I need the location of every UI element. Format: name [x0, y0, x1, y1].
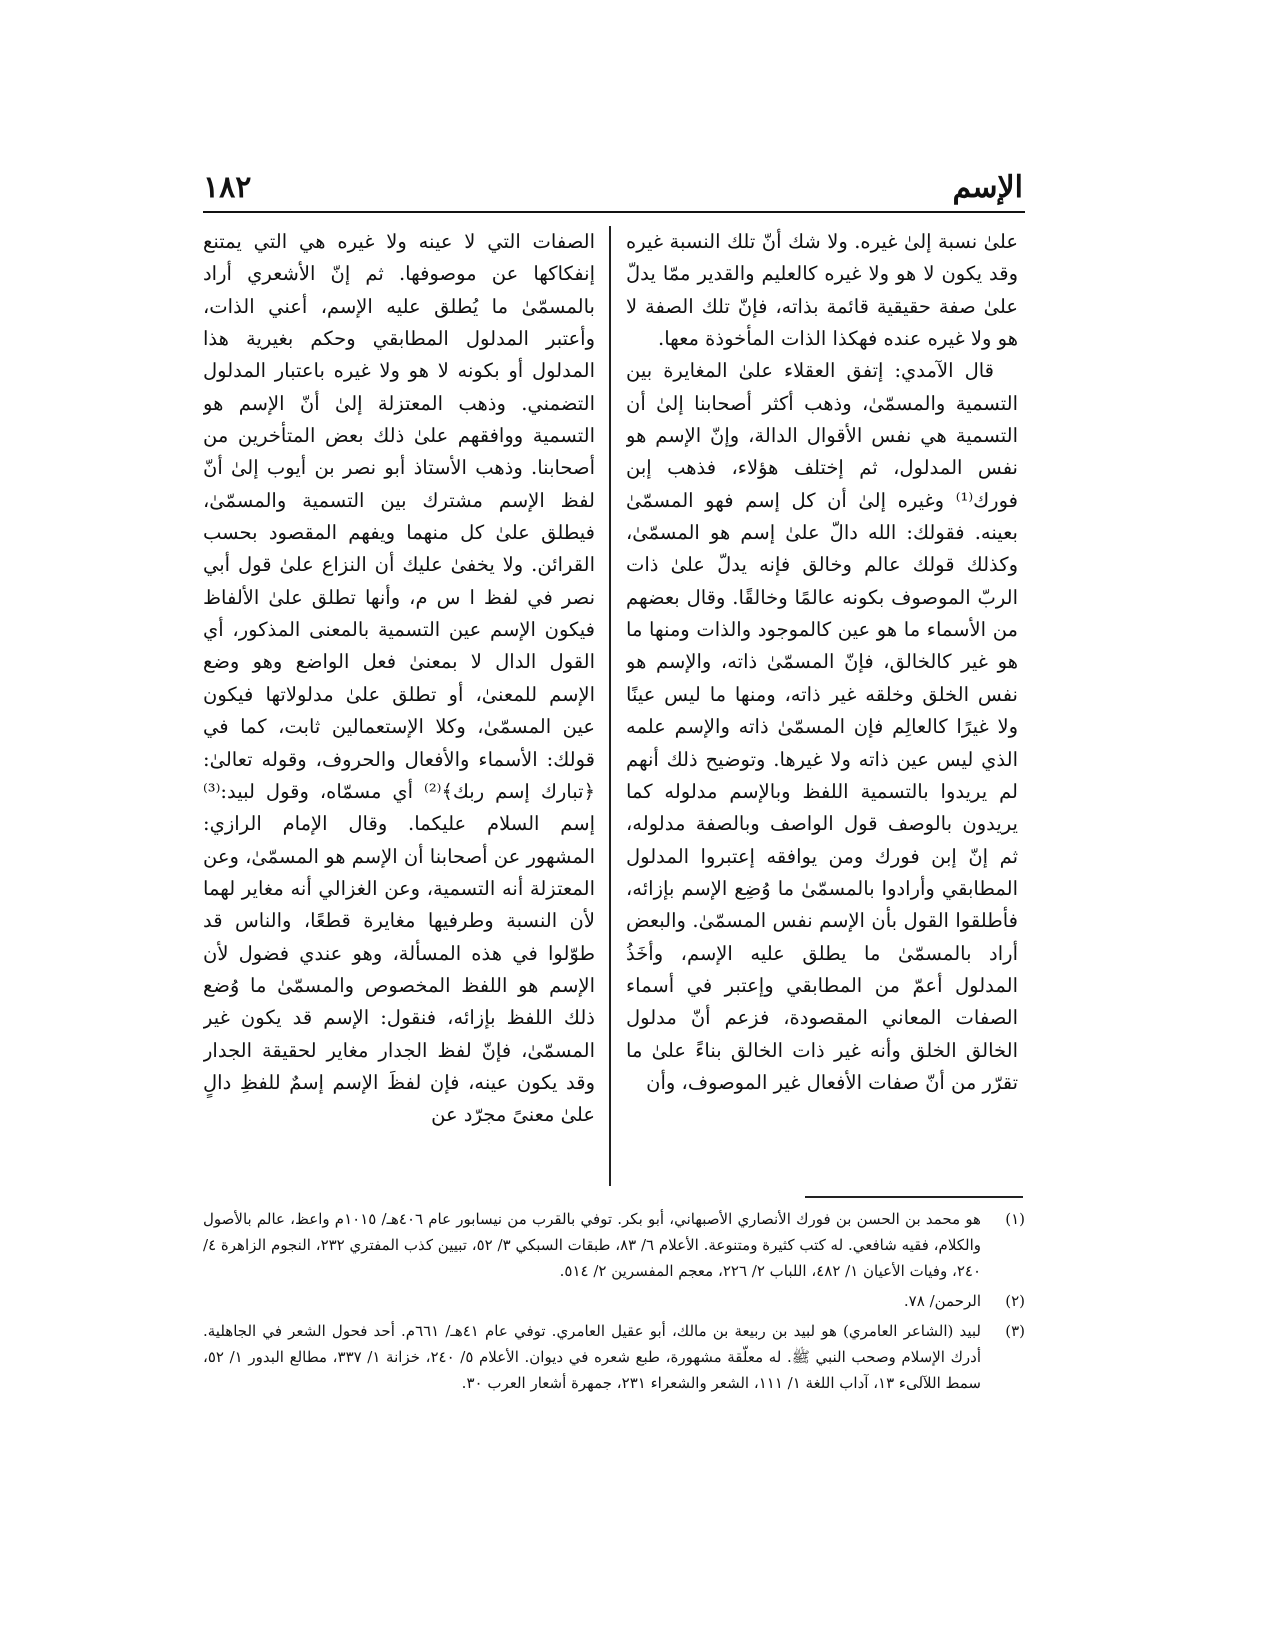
header-title: الإسم: [952, 170, 1023, 205]
footnote-text: هو محمد بن الحسن بن فورك الأنصاري الأصبهاني، أبو بكر. توفي بالقرب من نيسابور عام ٤٠٦هـ/ ١٠١٥م واعظ، عالم بالأصول والكلام، فقيه شافعي. له كتب كثيرة ومتنوعة. الأعلام ٦/ ٨٣، طبقات السبكي ٣/ ٥٢، تبيين كذب المفتري ٢٣٢، النجوم الزاهرة ٤/ ٢٤٠، وفيات الأعيان ١/ ٤٨٢، اللباب ٢/ ٢٢٦، معجم المفسرين ٢/ ٥١٤.: [203, 1210, 982, 1280]
paragraph: قال الآمدي: إتفق العقلاء علىٰ المغايرة بين التسمية والمسمّىٰ، وذهب أكثر أصحابنا إلىٰ أن التسمية هي نفس الأقوال الدالة، وإنّ الإسم هو نفس المدلول، ثم إختلف هؤلاء، فذهب إبن فورك⁽¹⁾ وغيره إلىٰ أن كل إسم فهو المسمّىٰ بعينه. فقولك: الله دالّ علىٰ إسم هو المسمّىٰ، وكذلك قولك عالم وخالق فإنه يدلّ علىٰ ذات الربّ الموصوف بكونه عالمًا وخالقًا. وقال بعضهم من الأسماء ما هو عين كالموجود والذات ومنها ما هو غير كالخالق، فإنّ المسمّىٰ ذاته، والإسم هو نفس الخلق وخلقه غير ذاته، ومنها ما ليس عينًا ولا غيرًا كالعالِم فإن المسمّىٰ ذاته والإسم علمه الذي ليس عين ذاته ولا غيرها. وتوضيح ذلك أنهم لم يريدوا بالتسمية اللفظ وبالإسم مدلوله كما يريدون بالوصف قول الواصف وبالصفة مدلوله، ثم إنّ إبن فورك ومن يوافقه إعتبروا المدلول المطابقي وأرادوا بالمسمّىٰ ما وُضِع الإسم بإزائه، فأطلقوا القول بأن الإسم نفس المسمّىٰ. والبعض أراد بالمسمّىٰ ما يطلق عليه الإسم، وأخَذُ المدلول أعمّ من المطابقي وإعتبر في أسماء الصفات المعاني المقصودة، فزعم أنّ مدلول الخالق الخلق وأنه غير ذات الخالق بناءً علىٰ ما تقرّر من أنّ صفات الأفعال غير الموصوف، وأن: [626, 359, 1018, 1094]
paragraph: الصفات التي لا عينه ولا غيره هي التي يمتنع إنفكاكها عن موصوفها. ثم إنّ الأشعري أراد بالمسمّىٰ ما يُطلق عليه الإسم، أعني الذات، وأعتبر المدلول المطابقي وحكم بغيرية هذا المدلول أو بكونه لا هو ولا غيره باعتبار المدلول التضمني. وذهب المعتزلة إلىٰ أنّ الإسم هو التسمية ووافقهم علىٰ ذلك بعض المتأخرين من أصحابنا. وذهب الأستاذ أبو نصر بن أيوب إلىٰ أنّ لفظ الإسم مشترك بين التسمية والمسمّىٰ، فيطلق علىٰ كل منهما ويفهم المقصود بحسب القرائن. ولا يخفىٰ عليك أن النزاع علىٰ قول أبي نصر في لفظ ا س م، وأنها تطلق علىٰ الألفاظ فيكون الإسم عين التسمية بالمعنى المذكور، أي القول الدال لا بمعنىٰ فعل الواضع وهو وضع الإسم للمعنىٰ، أو تطلق علىٰ مدلولاتها فيكون عين المسمّىٰ، وكلا الإستعمالين ثابت، كما في قولك: الأسماء والأفعال والحروف، وقوله تعالىٰ: ﴿تبارك إسم ربك﴾⁽²⁾ أي مسمّاه، وقول لبيد:⁽³⁾ إسم السلام عليكما. وقال الإمام الرازي: المشهور عن أصحابنا أن الإسم هو المسمّىٰ، وعن المعتزلة أنه التسمية، وعن الغزالي أنه مغاير لهما لأن النسبة وطرفيها مغايرة قطعًا، والناس قد طوّلوا في هذه المسألة، وهو عندي فضول لأن الإسم هو اللفظ المخصوص والمسمّىٰ ما وُضع ذلك اللفظ بإزائه، فنقول: الإسم قد يكون غير المسمّىٰ، فإنّ لفظ الجدار مغاير لحقيقة الجدار وقد يكون عينه، فإن لفظَ الإسم إسمٌ للفظِ دالٍ علىٰ معنىً مجرّد عن: [203, 230, 595, 1127]
left-text-column: [203, 226, 595, 1186]
header-rule: [203, 211, 1025, 213]
footnote-1: [203, 1206, 1025, 1284]
footnote-rule: [805, 1196, 1023, 1198]
running-header: [203, 168, 1023, 210]
footnotes: [203, 1206, 1025, 1400]
column-divider: [609, 226, 611, 1186]
footnote-3: [203, 1318, 1025, 1396]
paragraph: علىٰ نسبة إلىٰ غيره. ولا شك أنّ تلك النسبة غيره وقد يكون لا هو ولا غيره كالعليم والقدير ممّا يدلّ علىٰ صفة حقيقية قائمة بذاته، فإنّ تلك الصفة لا هو ولا غيره عنده فهكذا الذات المأخوذة معها.: [626, 230, 1018, 351]
right-text-column: [626, 226, 1018, 1186]
footnote-number: (٣): [1005, 1322, 1025, 1340]
footnote-text: الرحمن/ ٧٨.: [903, 1292, 981, 1310]
footnote-2: [203, 1288, 1025, 1314]
footnote-number: (٢): [1005, 1292, 1025, 1310]
page-number: ١٨٢: [203, 170, 252, 205]
footnote-number: (١): [1005, 1210, 1025, 1228]
footnote-text: لبيد (الشاعر العامري) هو لبيد بن ربيعة بن مالك، أبو عقيل العامري. توفي عام ٤١هـ/ ٦٦١م. أحد فحول الشعر في الجاهلية. أدرك الإسلام وصحب النبي ﷺ. له معلّقة مشهورة، طبع شعره في ديوان. الأعلام ٥/ ٢٤٠، خزانة ١/ ٣٣٧، مطالع البدور ١/ ٥٢، سمط اللآلىء ١٣، آداب اللغة ١/ ١١١، الشعر والشعراء ٢٣١، جمهرة أشعار العرب ٣٠.: [203, 1322, 982, 1392]
